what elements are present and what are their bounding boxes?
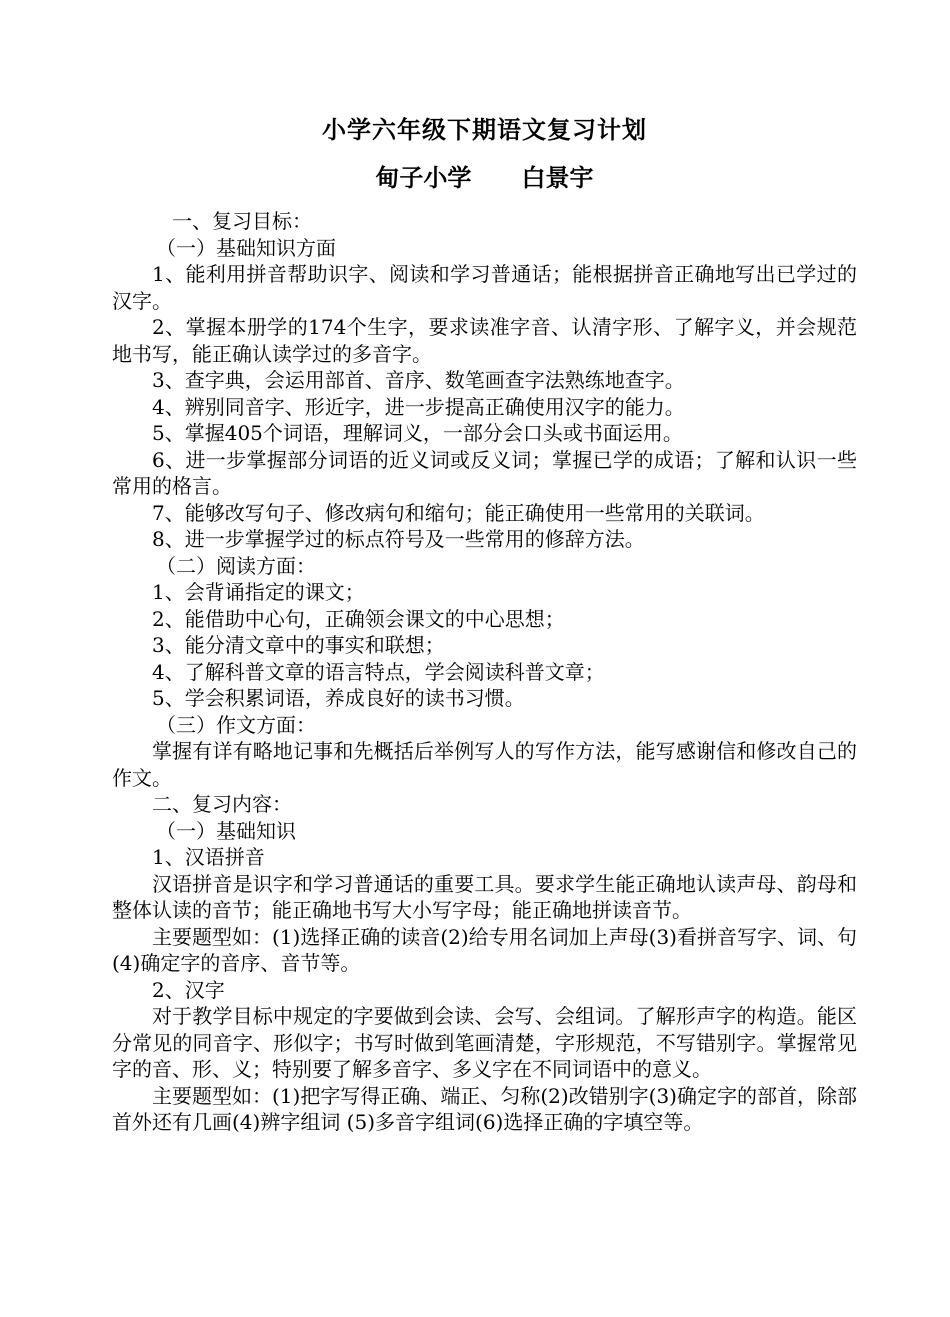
paragraph: 3、查字典，会运用部首、音序、数笔画查字法熟练地查字。 bbox=[152, 368, 685, 392]
paragraph: 6、进一步掌握部分词语的近义词或反义词；掌握已学的成语；了解和认识一些常用的格言。 bbox=[112, 447, 857, 498]
paragraph: 2、汉字 bbox=[152, 977, 225, 1002]
paragraph: 主要题型如：(1)选择正确的读音(2)给专用名词加上声母(3)看拼音写字、词、句 (4)确定字的音序、音节等。 bbox=[112, 924, 897, 975]
document-body bbox=[112, 208, 897, 1136]
paragraph: 对于教学目标中规定的字要做到会读、会写、会组词。了解形声字的构造。能区分常见的同音字、形似字；书写时做到笔画清楚，字形规范，不写错别字。掌握常见字的音、形、义；特别要了解多音字、多义字在不同词语中的意义。 bbox=[112, 1004, 857, 1081]
paragraph: （二）阅读方面： bbox=[156, 553, 316, 578]
paragraph: （一）基础知识 bbox=[156, 818, 296, 843]
paragraph: 5、掌握405个词语，理解词义，一部分会口头或书面运用。 bbox=[152, 421, 683, 445]
paragraph: 2、能借助中心句，正确领会课文的中心思想； bbox=[152, 606, 565, 631]
paragraph: 主要题型如：(1)把字写得正确、端正、匀称(2)改错别字(3)确定字的部首，除部首外还有几画(4)辨字组词 (5)多音字组词(6)选择正确的字填空等。 bbox=[112, 1083, 857, 1134]
document-page bbox=[112, 106, 897, 1136]
paragraph: 3、能分清文章中的事实和联想； bbox=[152, 633, 445, 657]
paragraph: 7、能够改写句子、修改病句和缩句；能正确使用一些常用的关联词。 bbox=[152, 500, 765, 525]
document-subtitle: 甸子小学 白景宇 bbox=[375, 163, 594, 192]
paragraph: 5、学会积累词语，养成良好的读书习惯。 bbox=[152, 686, 525, 710]
paragraph: 4、辨别同音字、形近字，进一步提高正确使用汉字的能力。 bbox=[152, 394, 685, 419]
paragraph: 1、汉语拼音 bbox=[152, 845, 265, 869]
paragraph: （一）基础知识方面 bbox=[156, 235, 336, 260]
paragraph: 汉语拼音是识字和学习普通话的重要工具。要求学生能正确地认读声母、韵母和整体认读的音节；能正确地书写大小写字母；能正确地拼读音节。 bbox=[112, 871, 857, 922]
paragraph: 一、复习目标： bbox=[172, 209, 312, 233]
paragraph: 1、会背诵指定的课文； bbox=[152, 580, 365, 604]
paragraph: 8、进一步掌握学过的标点符号及一些常用的修辞方法。 bbox=[152, 527, 645, 551]
paragraph: 二、复习内容： bbox=[152, 792, 292, 816]
paragraph: 4、了解科普文章的语言特点，学会阅读科普文章； bbox=[152, 659, 605, 684]
paragraph: 2、掌握本册学的174个生字，要求读准字音、认清字形、了解字义，并会规范地书写，能正确认读学过的多音字。 bbox=[112, 315, 857, 366]
paragraph: （三）作文方面： bbox=[156, 712, 316, 737]
paragraph: 1、能利用拼音帮助识字、阅读和学习普通话；能根据拼音正确地写出已学过的汉字。 bbox=[112, 262, 857, 313]
paragraph: 掌握有详有略地记事和先概括后举例写人的写作方法，能写感谢信和修改自己的作文。 bbox=[112, 739, 857, 790]
document-title: 小学六年级下期语文复习计划 bbox=[322, 115, 647, 144]
